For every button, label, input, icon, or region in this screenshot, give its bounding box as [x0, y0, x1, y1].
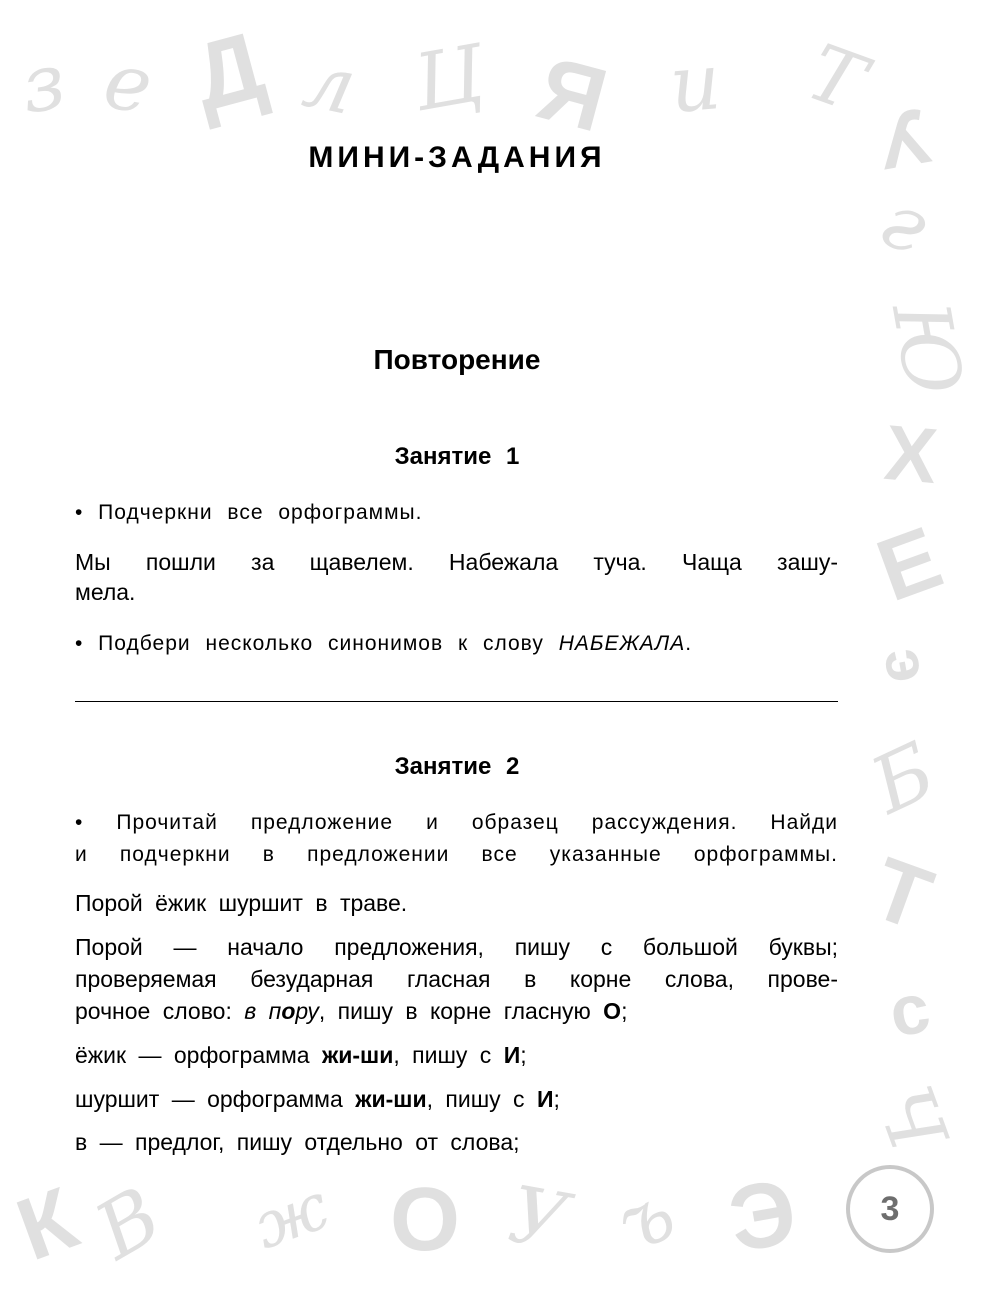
- decor-letter: Ч: [857, 1075, 963, 1163]
- decor-letter: У: [872, 91, 936, 187]
- highlight-letter: О: [603, 998, 622, 1024]
- decor-letter: е: [97, 35, 159, 133]
- reasoning-line: [75, 1086, 838, 1113]
- rule-name: жи-ши: [321, 1042, 394, 1068]
- task-keyword: НАБЕЖАЛА: [558, 632, 686, 655]
- lesson-1-text-line: мела.: [75, 579, 136, 605]
- task-text: • Подбери несколько синонимов к слову: [75, 632, 559, 655]
- decor-letter: Е: [864, 506, 954, 621]
- decor-letter: ъ: [603, 1167, 689, 1271]
- text: ру: [295, 998, 319, 1024]
- lesson-1-task-1: • Подчеркни все орфограммы.: [75, 501, 423, 524]
- text: ёжик — орфограмма: [75, 1042, 322, 1068]
- lesson-2-heading: Занятие 2: [394, 753, 520, 780]
- decor-letter: Я: [528, 38, 617, 152]
- reasoning-line: [75, 998, 838, 1025]
- decor-letter: К: [4, 1167, 89, 1280]
- task-text: .: [685, 632, 693, 655]
- decor-letter: В: [81, 1170, 176, 1278]
- decor-letter: л: [296, 34, 364, 134]
- decor-letter: с: [883, 968, 936, 1052]
- lesson-2-task-line: и подчеркни в предложении все указанные орфограммы.: [75, 843, 838, 866]
- lesson-2-task-line: • Прочитай предложение и образец рассуждения. Найди: [75, 811, 838, 834]
- decor-letter: з: [15, 36, 71, 132]
- highlight-letter: И: [503, 1042, 521, 1068]
- lesson-1-text-line: Мы пошли за щавелем. Набежала туча. Чаща зашу-: [75, 549, 838, 575]
- lesson-1-heading: Занятие 1: [394, 443, 520, 470]
- stressed-vowel: о: [281, 998, 296, 1024]
- text: , пишу с: [426, 1086, 537, 1112]
- text: шуршит — орфограмма: [75, 1086, 356, 1112]
- decor-letter: О: [390, 1170, 461, 1270]
- text: ;: [520, 1042, 527, 1068]
- decor-letter: ж: [244, 1169, 339, 1265]
- page-number: [846, 1165, 934, 1253]
- text: , пишу с: [393, 1042, 504, 1068]
- lesson-2-sentence: Порой ёжик шуршит в траве.: [75, 890, 408, 916]
- text: ;: [553, 1086, 560, 1112]
- decor-letter: Х: [881, 407, 941, 501]
- page-title: МИНИ-ЗАДАНИЯ: [308, 141, 606, 174]
- decor-letter: Ю: [874, 295, 979, 403]
- decor-letter: Ц: [407, 28, 491, 130]
- reasoning-line: [75, 1042, 838, 1069]
- text: рочное слово:: [75, 998, 245, 1024]
- section-title: Повторение: [373, 344, 541, 375]
- decor-letter: Т: [859, 837, 945, 950]
- reasoning-line: Порой — начало предложения, пишу с большой буквы;: [75, 934, 838, 960]
- text: ;: [621, 998, 628, 1024]
- decor-letter: Т: [796, 27, 876, 131]
- divider: [75, 701, 838, 702]
- text: в п: [244, 998, 282, 1024]
- lesson-1-task-2: [75, 632, 838, 656]
- reasoning-line: в — предлог, пишу отдельно от слова;: [75, 1129, 520, 1155]
- text: , пишу в корне гласную: [318, 998, 604, 1024]
- decor-letter: Б: [858, 726, 949, 832]
- decor-letter: Д: [182, 12, 276, 132]
- decor-letter: э: [871, 642, 943, 688]
- page-number-text: 3: [880, 1189, 900, 1228]
- decor-letter: У: [502, 1169, 574, 1269]
- highlight-letter: И: [536, 1086, 554, 1112]
- decor-letter: и: [666, 36, 725, 132]
- decor-letter: г: [865, 175, 945, 273]
- reasoning-line: проверяемая безударная гласная в корне слова, прове-: [75, 966, 838, 992]
- rule-name: жи-ши: [355, 1086, 427, 1112]
- decor-letter: Э: [721, 1160, 804, 1272]
